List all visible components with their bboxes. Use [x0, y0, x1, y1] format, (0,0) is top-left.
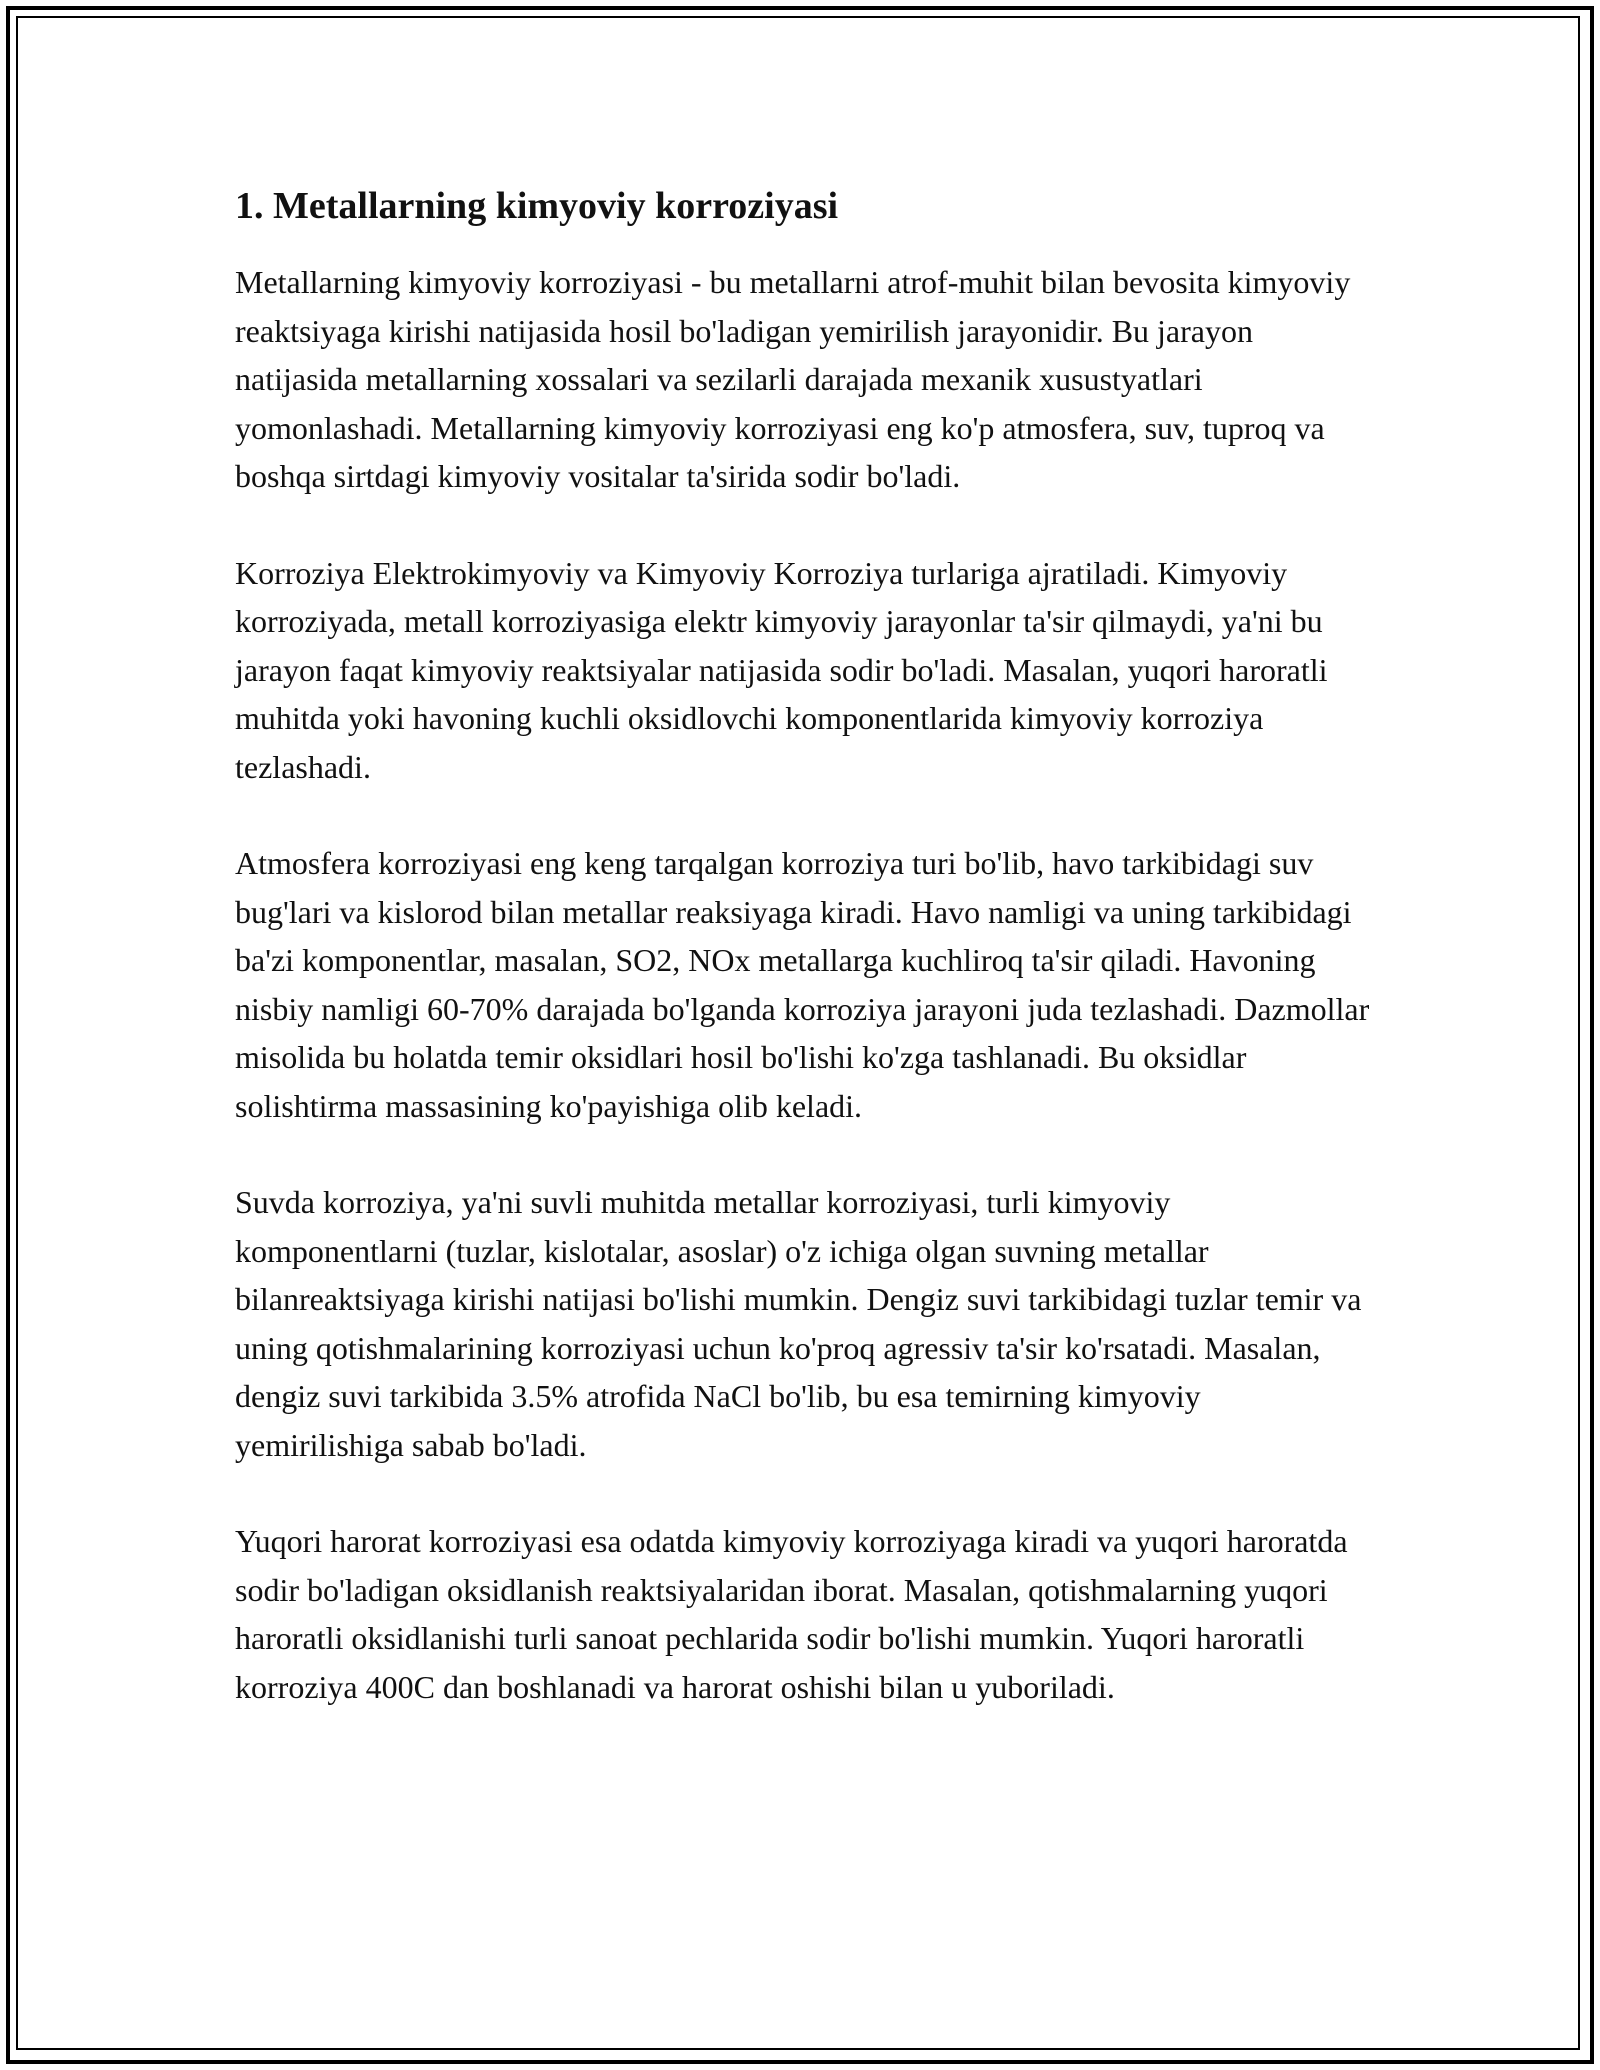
section-heading: 1. Metallarning kimyoviy korroziyasi [235, 185, 839, 227]
paragraph-types: Korroziya Elektrokimyoviy va Kimyoviy Korroziya turlariga ajratiladi. Kimyoviy korroziyada, metall korroziyasiga elektr kimyoviy jarayonlar ta'sir qilmaydi, ya'ni bu jarayon faqat kimyoviy reaktsiyalar natijasida sodir bo'ladi. Masalan, yuqori haroratli muhitda yoki havoning kuchli oksidlovchi komponentlarida kimyoviy korroziya tezlashadi. [235, 554, 1328, 785]
paragraph-water: Suvda korroziya, ya'ni suvli muhitda metallar korroziyasi, turli kimyoviy komponentlarni (tuzlar, kislotalar, asoslar) o'z ichiga olgan suvning metallar bilanreaktsiyaga kirishi natijasi bo'lishi mumkin. Dengiz suvi tarkibidagi tuzlar temir va uning qotishmalarining korroziyasi uchun ko'proq agressiv ta'sir ko'rsatadi. Masalan, dengiz suvi tarkibida 3.5% atrofida NaCl bo'lib, bu esa temirning kimyoviy yemirilishiga sabab bo'ladi. [235, 1184, 1362, 1463]
document-body [235, 182, 1375, 1759]
paragraph-atmospheric: Atmosfera korroziyasi eng keng tarqalgan korroziya turi bo'lib, havo tarkibidagi suv bug'lari va kislorod bilan metallar reaksiyaga kiradi. Havo namligi va uning tarkibidagi ba'zi komponentlar, masalan, SO2, NOx metallarga kuchliroq ta'sir qiladi. Havoning nisbiy namligi 60-70% darajada bo'lganda korroziya jarayoni juda tezlashadi. Dazmollar misolida bu holatda temir oksidlari hosil bo'lishi ko'zga tashlanadi. Bu oksidlar solishtirma massasining ko'payishiga olib keladi. [235, 845, 1370, 1124]
paragraph-high-temperature: Yuqori harorat korroziyasi esa odatda kimyoviy korroziyaga kiradi va yuqori haroratda sodir bo'ladigan oksidlanish reaktsiyalaridan iborat. Masalan, qotishmalarning yuqori haroratli oksidlanishi turli sanoat pechlarida sodir bo'lishi mumkin. Yuqori haroratli korroziya 400C dan boshlanadi va harorat oshishi bilan u yuboriladi. [235, 1523, 1348, 1705]
paragraph-definition: Metallarning kimyoviy korroziyasi - bu metallarni atrof-muhit bilan bevosita kimyoviy reaktsiyaga kirishi natijasida hosil bo'ladigan yemirilish jarayonidir. Bu jarayon natijasida metallarning xossalari va sezilarli darajada mexanik xusustyatlari yomonlashadi. Metallarning kimyoviy korroziyasi eng ko'p atmosfera, suv, tuproq va boshqa sirtdagi kimyoviy vositalar ta'sirida sodir bo'ladi. [235, 264, 1351, 494]
